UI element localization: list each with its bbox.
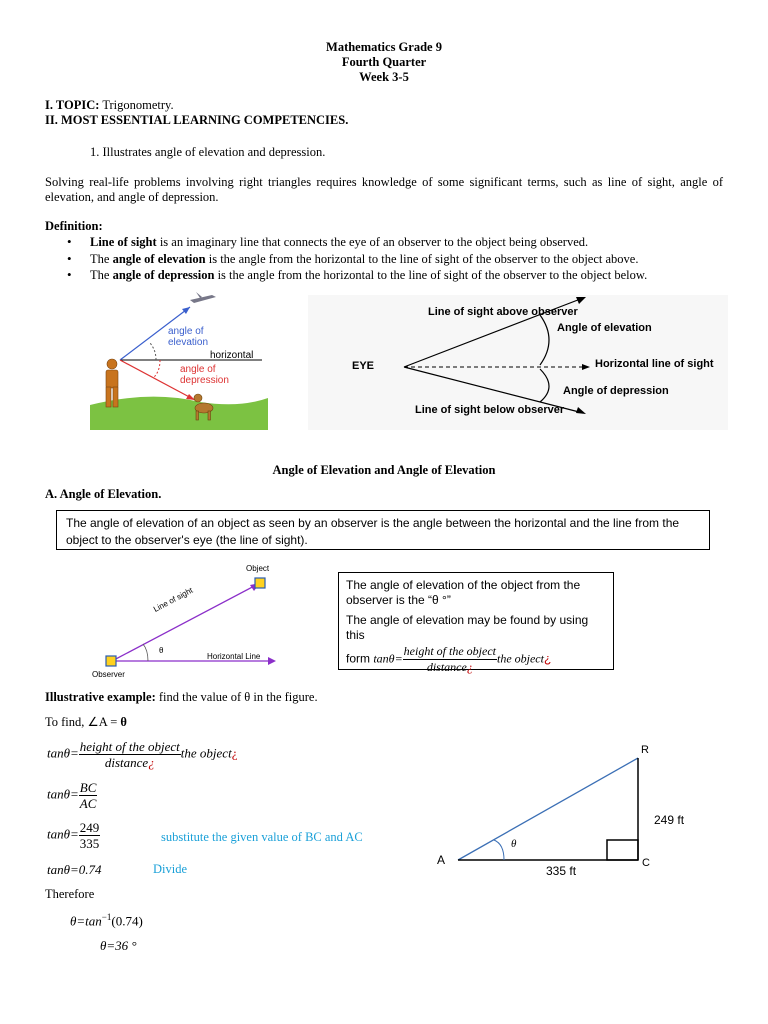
doc-subtitle: Fourth Quarter bbox=[341, 55, 427, 69]
object-observer-figure bbox=[100, 565, 290, 680]
doc-week: Week 3-5 bbox=[359, 70, 409, 84]
label-observer: Observer bbox=[92, 670, 125, 679]
step2-equation: tanθ= $\frac{BC}{AC}$ bbox=[47, 780, 97, 811]
definition-item: • The angle of elevation is the angle from the horizontal to the line of sight of the observer to the object above. bbox=[45, 251, 735, 268]
label-theta: θ bbox=[159, 646, 164, 655]
step5-equation: $\theta=\tan^{-1}(0.74)$ bbox=[70, 912, 143, 929]
label-horizontal: horizontal bbox=[210, 350, 254, 361]
label-line-above: Line of sight above observer bbox=[428, 306, 578, 318]
competency-item: 1. Illustrates angle of elevation and depression. bbox=[90, 145, 326, 159]
formula-box-line2: The angle of elevation may be found by using this bbox=[346, 613, 589, 642]
airplane-icon bbox=[190, 292, 216, 303]
section-a-heading: A. Angle of Elevation. bbox=[45, 487, 162, 501]
topic-value: Trigonometry. bbox=[99, 98, 174, 112]
label-eye: EYE bbox=[352, 360, 375, 372]
label-line-below: Line of sight below observer bbox=[415, 404, 565, 416]
definition-item: • The angle of depression is the angle from the horizontal to the line of sight of the observer to the object below. bbox=[45, 267, 735, 284]
hypotenuse bbox=[458, 758, 638, 860]
observer-square bbox=[106, 656, 116, 666]
triangle-theta: θ bbox=[511, 838, 517, 850]
step4-note: Divide bbox=[153, 862, 188, 876]
doc-title: Mathematics Grade 9 bbox=[326, 40, 442, 54]
therefore-label: Therefore bbox=[45, 887, 95, 901]
definition-box: The angle of elevation of an object as seen by an observer is the angle between the horizontal and the line from the object to the observer's eye (the line of sight). bbox=[56, 510, 710, 550]
step6-equation: θ=36 ° bbox=[100, 938, 137, 953]
vertex-R: R bbox=[641, 744, 649, 756]
step4-equation: tanθ=0.74 bbox=[47, 862, 102, 877]
label-angle-dep: Angle of depression bbox=[563, 385, 669, 397]
label-line-of-sight: Line of sight bbox=[152, 585, 195, 614]
label-angle-depression: angle of depression bbox=[180, 364, 229, 386]
label-angle-elev: Angle of elevation bbox=[557, 322, 652, 334]
intro-paragraph: Solving real-life problems involving right triangles requires knowledge of some significant terms, such as line of sight, angle of elevation, and angle of depression. bbox=[45, 175, 723, 204]
label-horizontal-line-of-sight: Horizontal line of sight bbox=[595, 358, 714, 370]
label-object: Object bbox=[246, 564, 270, 573]
right-triangle-figure bbox=[430, 740, 730, 880]
example-line: Illustrative example: find the value of θ in the figure. bbox=[45, 690, 318, 704]
object-square bbox=[255, 578, 265, 588]
man-figure bbox=[106, 359, 118, 407]
formula-box-line1: The angle of elevation of the object from the observer is the “θ °” bbox=[346, 578, 581, 607]
definition-list bbox=[45, 234, 735, 284]
formula-box bbox=[338, 572, 614, 674]
vertex-C: C bbox=[642, 857, 650, 869]
competencies-heading: II. MOST ESSENTIAL LEARNING COMPETENCIES. bbox=[45, 113, 349, 127]
right-angle-marker bbox=[607, 840, 638, 860]
step3-note: substitute the given value of BC and AC bbox=[161, 830, 363, 844]
vertex-A: A bbox=[437, 853, 446, 867]
topic-label: I. TOPIC: bbox=[45, 98, 100, 112]
step1-equation: tanθ= $\frac{\text{height of the object}}{\text{distance¿}}$ the object¿ bbox=[47, 739, 238, 770]
side-249: 249 ft bbox=[654, 813, 685, 827]
definition-heading: Definition: bbox=[45, 219, 103, 233]
section-title: Angle of Elevation and Angle of Elevation bbox=[272, 463, 496, 477]
formula-box-form: form tanθ= $\frac{\text{height of the object}}{\text{distance¿}}$ the object¿ bbox=[346, 644, 552, 674]
definition-item: • Line of sight is an imaginary line that connects the eye of an observer to the object being observed. bbox=[45, 234, 735, 251]
label-horizontal-line: Horizontal Line bbox=[207, 652, 261, 661]
side-335: 335 ft bbox=[546, 864, 577, 878]
topic-line bbox=[45, 98, 174, 113]
step3-equation: tanθ= $\frac{249}{335}$ bbox=[47, 820, 100, 851]
label-angle-elevation: angle of elevation bbox=[168, 326, 209, 348]
to-find-line: To find, ∠A = θ bbox=[45, 715, 127, 729]
